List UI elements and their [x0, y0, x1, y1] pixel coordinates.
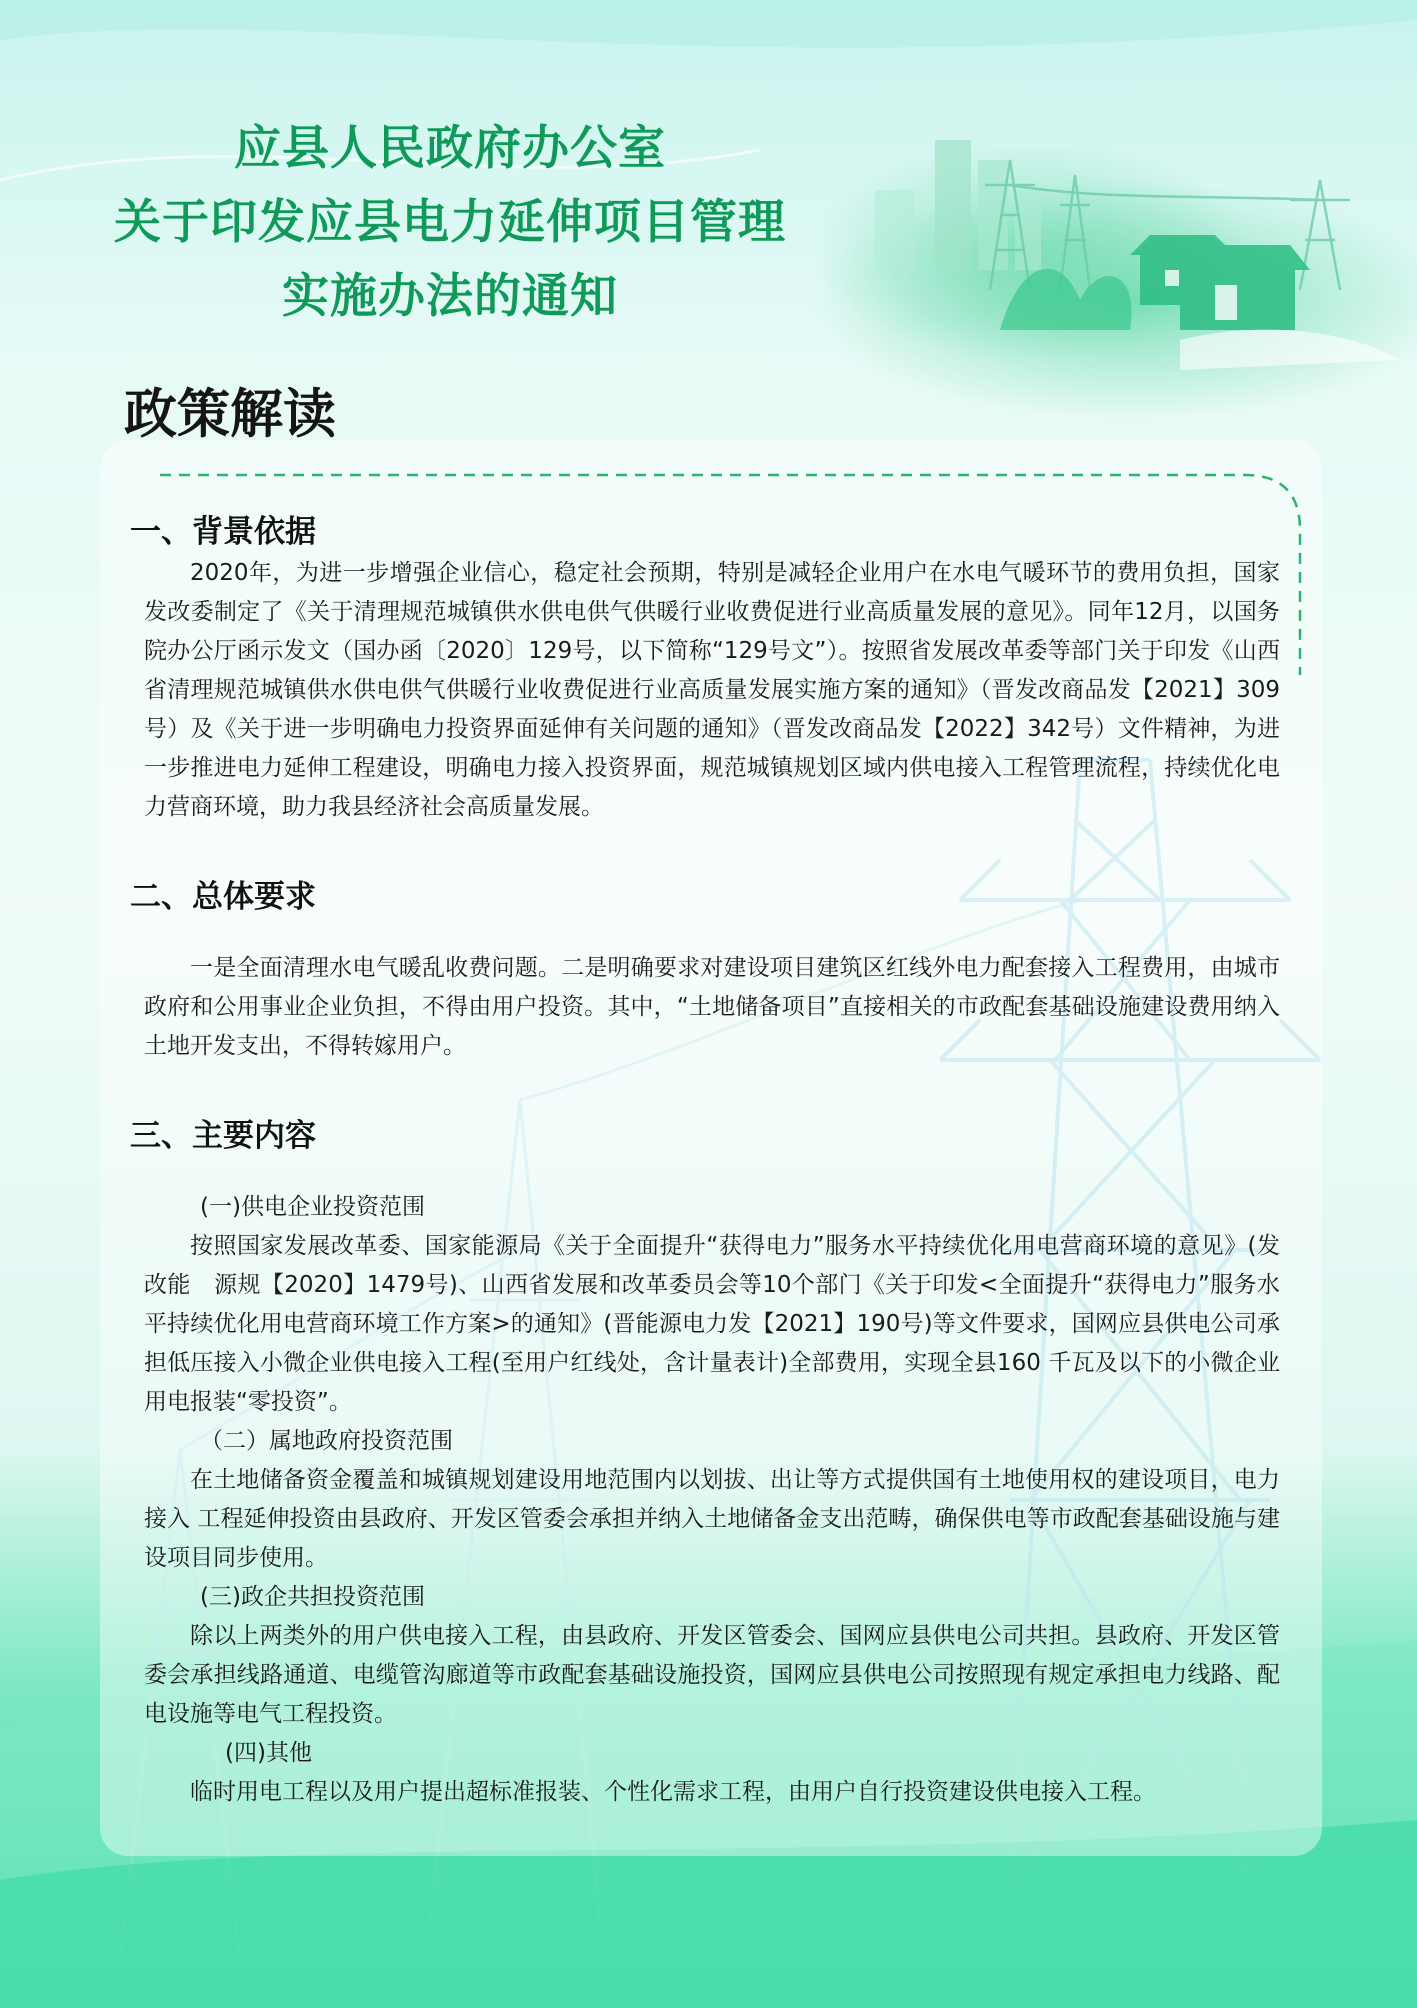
section-heading-requirements: 二、总体要求	[130, 879, 316, 915]
section-heading-main-content: 三、主要内容	[130, 1118, 316, 1154]
subsection-text-1: 按照国家发展改革委、国家能源局《关于全面提升“获得电力”服务水平持续优化用电营商环境的意见》(发改能 源规【2020】1479号)、山西省发展和改革委员会等10个部门《关于印发<全面提升“获得电力”服务水平持续优化用电营商环境工作方案>的通知》(晋能源电力发【2021】190号)等文件要求，国网应县供电公司承担低压接入小微企业供电接入工程(至用户红线处，含计量表计)全部费用，实现全县160 千瓦及以下的小微企业用电报装“零投资”。	[144, 1233, 1280, 1415]
requirements-paragraph: 一是全面清理水电气暖乱收费问题。二是明确要求对建设项目建筑区红线外电力配套接入工程费用，由城市政府和公用事业企业负担，不得由用户投资。其中，“土地储备项目”直接相关的市政配套基础设施建设费用纳入土地开发支出，不得转嫁用户。	[144, 955, 1280, 1059]
section-heading-background: 一、背景依据	[130, 514, 316, 550]
subsection-text-4: 临时用电工程以及用户提出超标准报装、个性化需求工程，由用户自行投资建设供电接入工程。	[190, 1779, 1156, 1805]
policy-interpretation-heading: 政策解读	[124, 384, 336, 445]
title-line-1: 应县人民政府办公室	[234, 121, 666, 176]
subsection-title-3: (三)政企共担投资范围	[200, 1584, 425, 1610]
background-paragraph: 2020年，为进一步增强企业信心，稳定社会预期，特别是减轻企业用户在水电气暖环节的费用负担，国家发改委制定了《关于清理规范城镇供水供电供气供暖行业收费促进行业高质量发展的意见》。同年12月，以国务院办公厅函示发文（国办函〔2020〕129号，以下简称“129号文”）。按照省发展改革委等部门关于印发《山西省清理规范城镇供水供电供气供暖行业收费促进行业高质量发展实施方案的通知》（晋发改商品发【2021】309号）及《关于进一步明确电力投资界面延伸有关问题的通知》（晋发改商品发【2022】342号）文件精神，为进一步推进电力延伸工程建设，明确电力接入投资界面，规范城镇规划区域内供电接入工程管理流程，持续优化电力营商环境，助力我县经济社会高质量发展。	[144, 560, 1280, 820]
subsection-title-2: （二）属地政府投资范围	[200, 1428, 453, 1454]
title-line-2: 关于印发应县电力延伸项目管理	[114, 195, 786, 250]
subsection-text-3: 除以上两类外的用户供电接入工程，由县政府、开发区管委会、国网应县供电公司共担。县政府、开发区管委会承担线路通道、电缆管沟廊道等市政配套基础设施投资，国网应县供电公司按照现有规定承担电力线路、配电设施等电气工程投资。	[144, 1623, 1280, 1727]
subsection-title-4: (四)其他	[225, 1740, 312, 1766]
document-body	[130, 510, 1280, 1812]
subsection-text-2: 在土地储备资金覆盖和城镇规划建设用地范围内以划拔、出让等方式提供国有土地使用权的建设项目，电力接入 工程延伸投资由县政府、开发区管委会承担并纳入土地储备金支出范畴，确保供电等市政配套基础设施与建设项目同步使用。	[144, 1467, 1280, 1571]
subsection-title-1: (一)供电企业投资范围	[200, 1194, 425, 1220]
title-line-3: 实施办法的通知	[282, 269, 618, 324]
